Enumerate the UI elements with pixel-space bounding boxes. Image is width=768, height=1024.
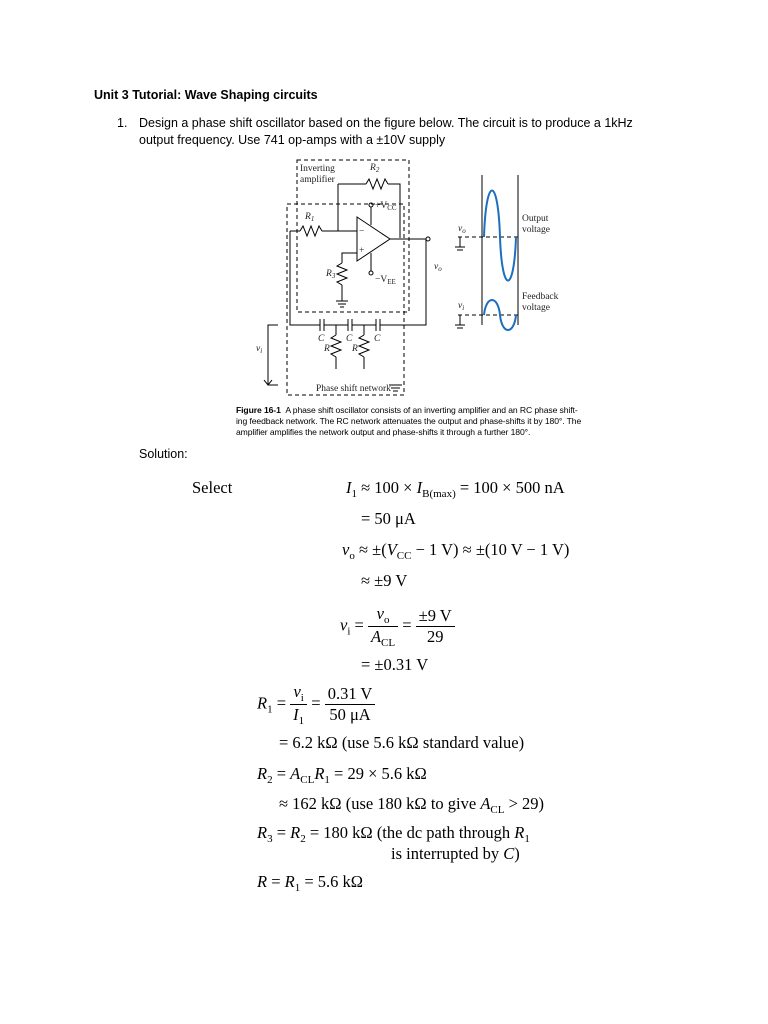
math-r2-result: ≈ 162 kΩ (use 180 kΩ to give $A_{CL} > 29$) xyxy=(279,794,545,816)
math-r2-line: $R_2 = A_{CL}R_1 = 29 \times 5.6$ kΩ xyxy=(257,764,427,786)
label-plus: + xyxy=(359,246,365,256)
label-minus: − xyxy=(359,227,365,237)
label-c1: C xyxy=(318,334,325,344)
label-r-b: R xyxy=(352,344,358,354)
label-feedback-2: voltage xyxy=(522,303,550,313)
capacitor-2 xyxy=(348,319,352,331)
label-inverting-1: Inverting xyxy=(300,164,335,174)
math-vi-line: $v_i$ = $\frac{v_o}{A_{CL}}$ = $\frac{\pm 9 V}{29}$ xyxy=(340,604,455,649)
phase-network-box xyxy=(287,204,404,395)
math-i1-line: $I_1 \approx 100 \times I_{B(max)} = 100 \times 500$ nA xyxy=(346,478,565,500)
math-r3-line: $R_3 = R_2 = 180$ kΩ (the dc path through $R_1$ xyxy=(257,823,530,845)
question-line-1: Design a phase shift oscillator based on the figure below. The circuit is to produce a 1kHz xyxy=(139,116,633,130)
figure-caption-line-2: ing feedback network. The RC network attenuates the output and phase-shifts it by 180°. The xyxy=(236,416,582,426)
r1-resistor xyxy=(300,226,322,236)
capacitor-3 xyxy=(376,319,380,331)
label-r-a: R xyxy=(324,344,330,354)
label-phase-network: Phase shift network xyxy=(316,384,391,394)
r2-resistor xyxy=(366,179,388,189)
r3-resistor xyxy=(337,263,347,285)
label-output-1: Output xyxy=(522,214,549,224)
math-r-line: $R = R_1 = 5.6$ kΩ xyxy=(257,872,364,894)
math-vi-result: = ±0.31 V xyxy=(361,655,429,674)
label-r1: $R_1$ xyxy=(305,212,315,223)
math-r1-result: = 6.2 kΩ (use 5.6 kΩ standard value) xyxy=(279,733,525,752)
label-output-2: voltage xyxy=(522,225,550,235)
label-c3: C xyxy=(374,334,381,344)
math-r3-continuation: is interrupted by C) xyxy=(391,844,520,863)
math-select: Select xyxy=(192,478,233,497)
phase-shift-oscillator-figure xyxy=(250,155,560,400)
label-wave-vo: $v_o$ xyxy=(458,224,466,235)
output-voltage-wave xyxy=(484,191,516,281)
shunt-resistor-2 xyxy=(359,335,369,357)
math-vo-line: $v_o \approx \pm(V_{CC} - 1$ V) ≈ ±(10 V − 1 V) xyxy=(342,540,570,562)
capacitor-1 xyxy=(320,319,324,331)
label-vi: $v_i$ xyxy=(256,344,263,355)
question-number: 1. xyxy=(117,116,128,130)
question-line-2: output frequency. Use 741 op-amps with a ±10V supply xyxy=(139,133,446,147)
page-heading: Unit 3 Tutorial: Wave Shaping circuits xyxy=(94,88,318,102)
figure-caption-line-1: Figure 16-1 A phase shift oscillator consists of an inverting amplifier and an RC phase shift- xyxy=(236,405,578,415)
solution-label: Solution: xyxy=(139,447,188,461)
label-r3: $R_3$ xyxy=(326,269,336,280)
label-r2: $R_2$ xyxy=(370,163,380,174)
label-vo: $v_o$ xyxy=(434,262,442,273)
shunt-resistor-1 xyxy=(331,335,341,357)
math-i1-result: = 50 μA xyxy=(361,509,416,528)
label-feedback-1: Feedback xyxy=(522,292,559,302)
label-vee: $-V_{EE}$ xyxy=(375,275,396,286)
math-r1-line: $R_1$ = $\frac{v_i}{I_1}$ = $\frac{0.31 V}{50 \mu A}$ xyxy=(257,682,375,727)
label-vcc: $+V_{CC}$ xyxy=(375,201,397,212)
label-c2: C xyxy=(346,334,353,344)
figure-caption-line-3: amplifier amplifies the network output and phase-shifts it through a further 180°. xyxy=(236,427,531,437)
math-vo-result: ≈ ±9 V xyxy=(361,571,408,590)
label-inverting-2: amplifier xyxy=(300,175,335,185)
label-wave-vi: $v_i$ xyxy=(458,301,465,312)
